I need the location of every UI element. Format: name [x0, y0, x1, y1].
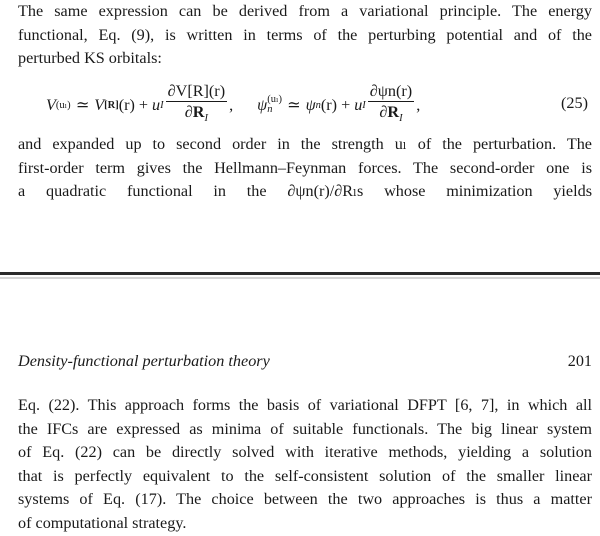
text-line: perturbed KS orbitals:	[18, 49, 162, 68]
eq-symbol: V	[46, 95, 56, 114]
eq-symbol: u	[152, 95, 161, 114]
eq-punctuation: ,	[416, 95, 421, 114]
eq-subscript: I	[160, 99, 164, 111]
eq-subscript: I	[362, 99, 366, 111]
text-line: and expanded up to second order in the strength uₗ of the perturbation. The	[18, 135, 592, 153]
equation-body	[46, 82, 420, 128]
eq-argument: (r)	[320, 95, 338, 114]
equation-25	[0, 82, 600, 128]
text-line: first-order term gives the Hellmann–Feynman forces. The second-order one is	[18, 158, 592, 177]
text-line: The same expression can be derived from a variational principle. The energy	[18, 2, 592, 20]
equation-number: (25)	[561, 94, 588, 112]
fraction-numerator: ∂ψn(r)	[369, 82, 413, 100]
top-paragraph	[18, 0, 592, 71]
eq-operator: ≃	[287, 96, 301, 114]
page-divider-light	[0, 277, 600, 279]
eq-subscript: I	[399, 113, 403, 124]
eq-script-stack	[267, 95, 282, 115]
eq-symbol: V	[94, 95, 105, 114]
text-line: systems of Eq. (17). The choice between the two approaches is thus a matter	[18, 490, 592, 509]
fraction-numerator: ∂V[R](r)	[167, 82, 226, 100]
eq-superscript: (uₗ)	[55, 100, 71, 111]
eq-operator: ≃	[75, 96, 90, 114]
eq-symbol: ψ	[305, 95, 316, 114]
text-line: a quadratic functional in the ∂ψn(r)/∂Rₗs whose minimization yields	[18, 182, 592, 201]
running-head	[18, 352, 592, 376]
fraction-denominator	[379, 102, 402, 128]
eq-symbol: ∂R	[379, 103, 400, 121]
eq-symbol: ψ	[257, 95, 268, 114]
eq-symbol: u	[354, 95, 363, 114]
page-break	[0, 245, 600, 275]
text-line: functional, Eq. (9), is written in terms of the perturbing potential and of the	[18, 25, 592, 44]
bottom-paragraph	[18, 394, 592, 536]
eq-fraction-orbital	[368, 82, 414, 128]
fraction-denominator	[185, 102, 208, 128]
text-line: that is perfectly equivalent to the self-consistent solution of the smaller linear	[18, 466, 592, 485]
eq-symbol: ∂R	[184, 103, 205, 121]
text-line: the IFCs are expressed as minima of suitable functionals. The big linear system	[18, 419, 592, 438]
eq-operator: +	[138, 95, 149, 114]
eq-argument: (r)	[118, 95, 135, 114]
eq-fraction-potential	[166, 82, 227, 128]
text-line: Eq. (22). This approach forms the basis of variational DFPT [6, 7], in which all	[18, 396, 592, 414]
eq-operator: +	[341, 95, 351, 114]
eq-subscript: n	[315, 99, 321, 111]
eq-superscript: (uₗ)	[267, 94, 282, 105]
text-line: of Eq. (22) can be directly solved with iterative methods, yielding a solution	[18, 443, 592, 462]
running-title: Density-functional perturbation theory	[18, 352, 270, 370]
text-line: of computational strategy.	[18, 513, 187, 532]
eq-punctuation: ,	[229, 95, 234, 114]
eq-subscript: I	[204, 113, 208, 124]
page-number: 201	[567, 352, 592, 370]
page-divider-dark	[0, 272, 600, 275]
eq-subscript: [R]	[104, 99, 119, 111]
middle-paragraph	[18, 133, 592, 204]
eq-subscript: n	[267, 104, 273, 115]
